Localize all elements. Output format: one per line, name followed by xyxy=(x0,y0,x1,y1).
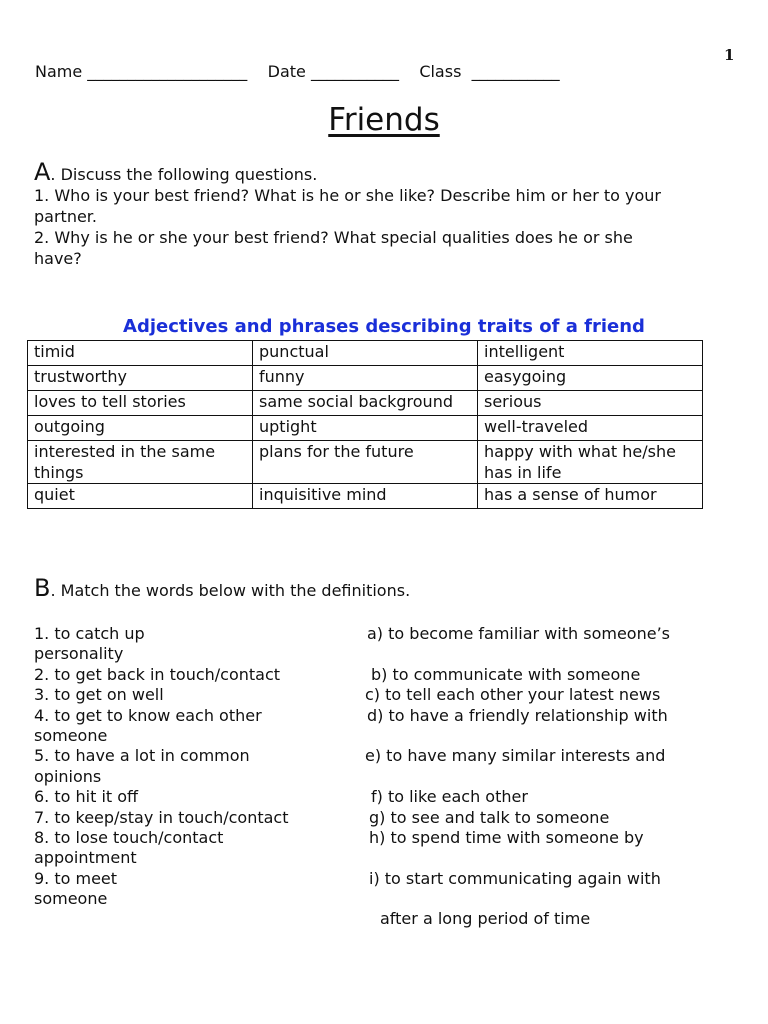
term-text: 8. to lose touch/contact xyxy=(34,827,224,847)
definition-text: a) to become familiar with someone’s xyxy=(367,624,670,643)
list-item xyxy=(34,869,734,889)
list-item xyxy=(34,726,734,746)
definition-text: b) to communicate with someone xyxy=(371,664,641,684)
list-item xyxy=(34,848,734,868)
section-a-letter: A xyxy=(34,158,51,186)
table-row xyxy=(28,341,703,366)
table-cell: serious xyxy=(478,391,703,416)
definition-text: f) to like each other xyxy=(371,787,528,807)
date-field-label: Date ___________ xyxy=(267,62,399,81)
table-cell: same social background xyxy=(253,391,478,416)
section-a-heading xyxy=(34,158,734,186)
definition-text: after a long period of time xyxy=(380,909,591,929)
table-cell: interested in the same things xyxy=(28,441,253,484)
table-cell: uptight xyxy=(253,416,478,441)
table-row xyxy=(28,484,703,509)
table-cell: inquisitive mind xyxy=(253,484,478,509)
table-row xyxy=(28,416,703,441)
definition-text: e) to have many similar interests and xyxy=(365,746,666,766)
traits-table xyxy=(27,340,703,509)
list-item xyxy=(34,889,734,909)
list-item xyxy=(34,909,734,929)
class-field-label: Class ___________ xyxy=(419,62,560,81)
table-cell: outgoing xyxy=(28,416,253,441)
list-item xyxy=(34,706,734,726)
list-item xyxy=(34,787,734,807)
section-b-instruction: . Match the words below with the definitions. xyxy=(50,581,411,600)
student-info-header xyxy=(35,62,560,81)
table-cell: funny xyxy=(253,366,478,391)
term-text: opinions xyxy=(34,766,102,786)
list-item xyxy=(34,644,734,664)
term-text: 5. to have a lot in common xyxy=(34,746,250,766)
term-text: 6. to hit it off xyxy=(34,787,139,807)
term-text: appointment xyxy=(34,848,137,868)
page-title: Friends xyxy=(328,102,440,138)
term-text: 2. to get back in touch/contact xyxy=(34,664,281,684)
term-text: personality xyxy=(34,644,124,664)
page-number: 1 xyxy=(724,46,735,64)
list-item xyxy=(34,808,734,828)
question-line: partner. xyxy=(34,207,97,226)
term-text: 7. to keep/stay in touch/contact xyxy=(34,807,289,827)
table-cell: loves to tell stories xyxy=(28,391,253,416)
table-cell: well-traveled xyxy=(478,416,703,441)
table-cell: happy with what he/she has in life xyxy=(478,441,703,484)
table-cell: punctual xyxy=(253,341,478,366)
list-item xyxy=(34,624,734,644)
definition-text: g) to see and talk to someone xyxy=(369,807,610,827)
name-field-label: Name ____________________ xyxy=(35,62,248,81)
table-cell: trustworthy xyxy=(28,366,253,391)
term-text: 4. to get to know each other xyxy=(34,705,262,725)
term-text: 9. to meet xyxy=(34,868,118,888)
list-item xyxy=(34,746,734,766)
section-b-letter: B xyxy=(34,574,51,602)
table-row xyxy=(28,366,703,391)
table-cell: timid xyxy=(28,341,253,366)
term-text: someone xyxy=(34,725,108,745)
table-row xyxy=(28,391,703,416)
table-cell: has a sense of humor xyxy=(478,484,703,509)
definition-text: i) to start communicating again with xyxy=(369,868,661,888)
list-item xyxy=(34,665,734,685)
question-line: 2. Why is he or she your best friend? What special qualities does he or she xyxy=(34,228,633,247)
matching-list xyxy=(34,624,734,930)
term-text: 3. to get on well xyxy=(34,685,164,705)
question-line: 1. Who is your best friend? What is he or she like? Describe him or her to your xyxy=(34,186,662,205)
table-cell: intelligent xyxy=(478,341,703,366)
section-b-heading xyxy=(34,574,734,602)
section-a xyxy=(34,158,734,269)
table-cell: easygoing xyxy=(478,366,703,391)
table-row xyxy=(28,441,703,484)
list-item xyxy=(34,685,734,705)
list-item xyxy=(34,828,734,848)
table-cell: quiet xyxy=(28,484,253,509)
list-item xyxy=(34,767,734,787)
question-line: have? xyxy=(34,249,82,268)
traits-table-title: Adjectives and phrases describing traits of a friend xyxy=(123,316,645,337)
term-text: 1. to catch up xyxy=(34,624,145,643)
table-cell: plans for the future xyxy=(253,441,478,484)
section-a-instruction: . Discuss the following questions. xyxy=(50,165,318,184)
term-text: someone xyxy=(34,889,108,909)
definition-text: h) to spend time with someone by xyxy=(369,827,644,847)
definition-text: c) to tell each other your latest news xyxy=(365,685,661,705)
definition-text: d) to have a friendly relationship with xyxy=(367,705,668,725)
